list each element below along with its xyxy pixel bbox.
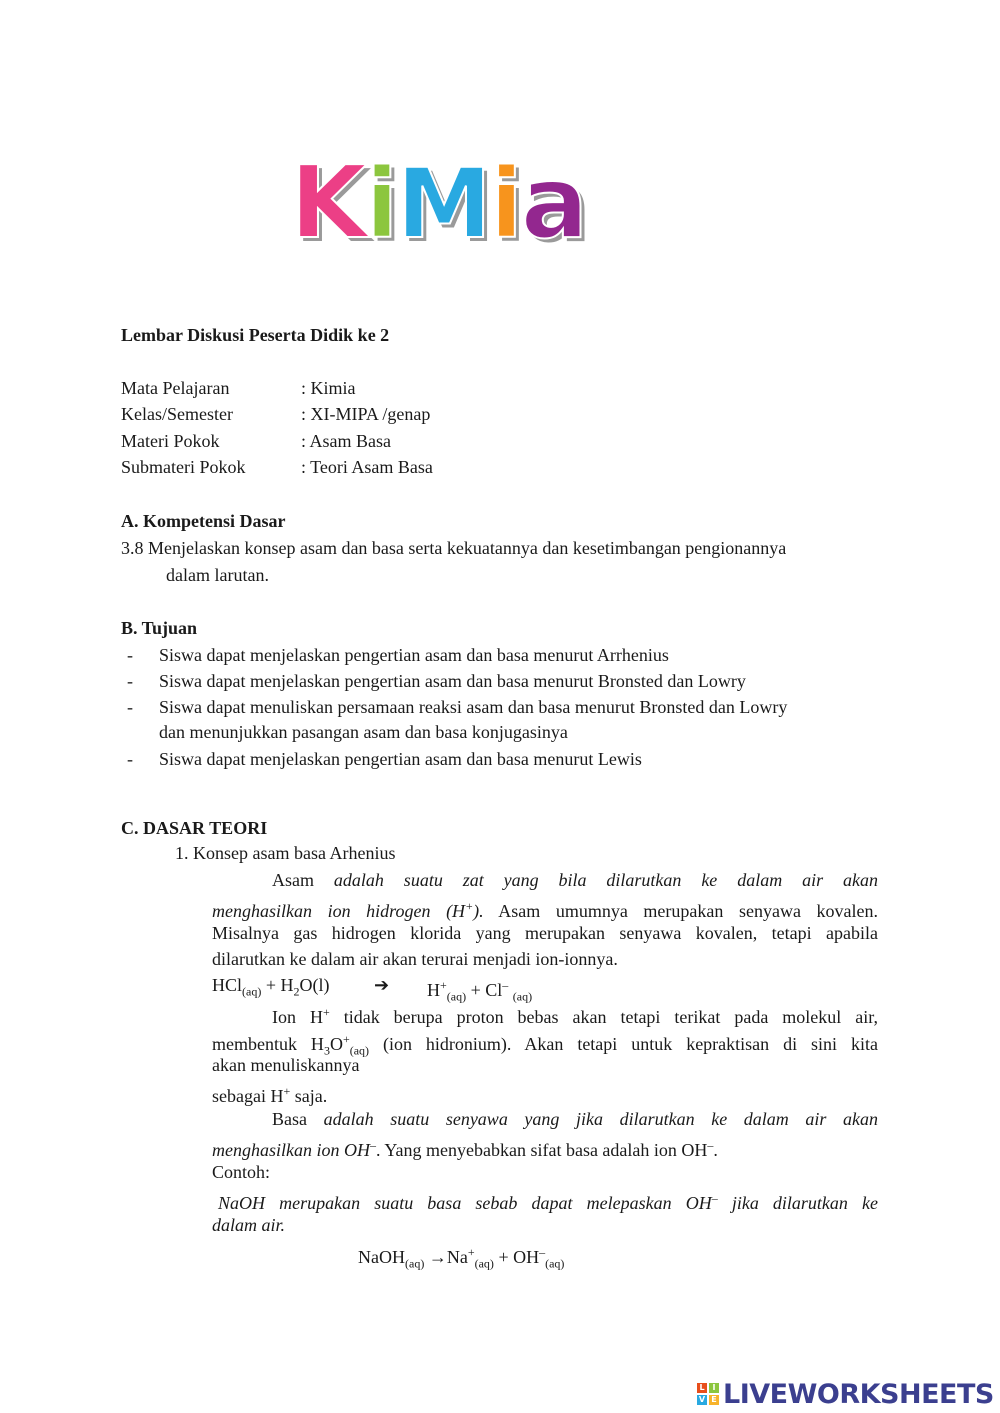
reaction-products: $H^+_{(aq)} + Cl^-$ $_{(aq)}$	[427, 978, 533, 1004]
section-b-heading: B. Tujuan	[121, 618, 198, 638]
bullet-dash: -	[127, 697, 133, 717]
logo-letter: i	[365, 148, 399, 260]
subheading: 1. Konsep asam basa Arhenius	[175, 843, 396, 863]
reaction-equation: $HCl_{(aq)} + H_2O(l)$	[212, 975, 330, 999]
info-label: Mata Pelajaran	[121, 378, 230, 398]
logo-letter: K	[290, 144, 368, 261]
goal-item: Siswa dapat menjelaskan pengertian asam dan basa menurut Lewis	[159, 749, 642, 769]
paragraph-line: Basa adalah suatu senyawa yang jika dilarutkan ke dalam air akan	[272, 1109, 878, 1129]
example-label: Contoh:	[212, 1162, 271, 1182]
paragraph-line: akan menuliskannya	[212, 1055, 360, 1075]
paragraph-line: dalam air.	[212, 1215, 286, 1235]
info-label: Kelas/Semester	[121, 404, 233, 424]
paragraph-line: Misalnya gas hidrogen klorida yang merupakan senyawa kovalen, tetapi apabila	[212, 923, 878, 943]
text: Asam umumnya merupakan senyawa kovalen.	[483, 901, 878, 921]
logo-letter: a	[520, 144, 589, 261]
logo-letter: M	[396, 148, 492, 260]
paragraph-line	[272, 867, 878, 893]
info-label: Materi Pokok	[121, 431, 220, 451]
paragraph-line: Ion H+ tidak berupa proton bebas akan tetapi terikat pada molekul air,	[272, 1005, 878, 1027]
section-c-heading: C. DASAR TEORI	[121, 818, 268, 838]
text: Asam	[272, 870, 314, 890]
bullet-dash: -	[127, 645, 133, 665]
kimia-logo	[290, 144, 660, 268]
goal-item: dan menunjukkan pasangan asam dan basa konjugasinya	[159, 722, 568, 742]
goal-item: Siswa dapat menjelaskan pengertian asam dan basa menurut Bronsted dan Lowry	[159, 671, 746, 691]
section-a-heading: A. Kompetensi Dasar	[121, 511, 286, 531]
paragraph-line: NaOH merupakan suatu basa sebab dapat melepaskan OH– jika dilarutkan ke	[218, 1191, 879, 1213]
paragraph-line: dilarutkan ke dalam air akan terurai menjadi ion-ionnya.	[212, 949, 618, 969]
goal-item: Siswa dapat menuliskan persamaan reaksi asam dan basa menurut Bronsted dan Lowry	[159, 697, 788, 717]
section-a-text: 3.8 Menjelaskan konsep asam dan basa serta kekuatannya dan kesetimbangan pengionannya	[121, 538, 787, 558]
info-value: : Teori Asam Basa	[301, 457, 433, 477]
bullet-dash: -	[127, 671, 133, 691]
paragraph-line: membentuk $H_3O^+_{(aq)}$ (ion hidronium). Akan tetapi untuk kepraktisan di sini kita	[212, 1032, 879, 1058]
text: menghasilkan ion hidrogen (H+).	[212, 899, 484, 921]
reaction-equation: NaOH$_{(aq)}$ $\to Na^+_{(aq)} + OH^-_{(aq)}$	[358, 1245, 565, 1271]
brand-text: LIVEWORKSHEETS	[723, 1378, 994, 1410]
paragraph-line: menghasilkan ion OH–. Yang menyebabkan sifat basa adalah ion OH–.	[212, 1138, 718, 1160]
info-value: : Asam Basa	[301, 431, 391, 451]
live-badge-icon: L I V E	[697, 1383, 719, 1405]
info-value: : XI-MIPA /genap	[301, 404, 431, 424]
info-label: Submateri Pokok	[121, 457, 246, 477]
info-value: : Kimia	[301, 378, 356, 398]
logo-letter: i	[489, 148, 523, 260]
arrow-icon: ➔	[374, 975, 390, 995]
paragraph-line: sebagai H+ saja.	[212, 1084, 328, 1106]
section-a-text: dalam larutan.	[166, 565, 269, 585]
document-title: Lembar Diskusi Peserta Didik ke 2	[121, 325, 390, 345]
text: adalah suatu zat yang bila dilarutkan ke dalam air akan	[333, 870, 878, 890]
bullet-dash: -	[127, 749, 133, 769]
liveworksheets-logo	[697, 1378, 993, 1410]
goal-item: Siswa dapat menjelaskan pengertian asam dan basa menurut Arrhenius	[159, 645, 669, 665]
